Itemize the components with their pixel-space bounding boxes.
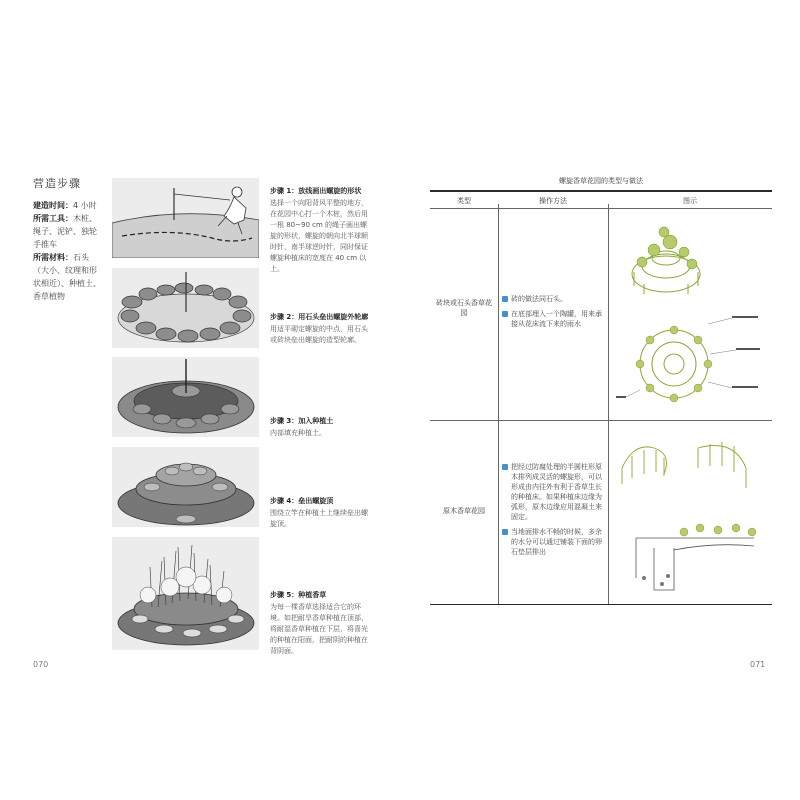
step2-text: [270, 312, 370, 346]
meta-materials: [33, 251, 103, 303]
row2-type: 原木香草花园: [443, 507, 485, 515]
step5-illustration: [112, 537, 259, 650]
materials-meta: [33, 199, 103, 303]
step1-illustration: [112, 178, 259, 258]
header-diagram: 图示: [683, 197, 697, 205]
step2-body: 用适平砌定螺旋的中点，用石头或砖块垒出螺旋的造型轮廓。: [270, 325, 368, 344]
row1-op2: [502, 309, 604, 329]
page-number-right: 071: [750, 660, 766, 669]
step4-illustration: [112, 447, 259, 527]
step4-text: [270, 496, 370, 530]
row2-ops: [502, 462, 604, 562]
step5-heading: 步骤 5：种植香草: [270, 591, 327, 599]
step3-heading: 步骤 3：加入种植土: [270, 417, 334, 425]
row1-op1: [502, 294, 604, 304]
row1-diagram: [614, 214, 768, 414]
step1-body: 选择一个向阳背风平整的地方，在花园中心打一个木桩，然后用一根 80~90 cm 的绳子画出螺旋的形状，螺旋的朝向北半球顺时针，南半球逆时针，同时保证螺旋种植床的宽度在 40 cm 以上。: [270, 199, 368, 273]
row1-op2-text: 在底部埋入一个陶罐，用来承接从花床流下来的雨水: [511, 310, 602, 328]
meta-tools-value: 木桩、绳子、泥铲、独轮手推车: [33, 214, 97, 249]
col-divider-1: [498, 204, 499, 604]
header-type: 类型: [457, 197, 471, 205]
page-number-left: 070: [33, 660, 49, 669]
step1-heading: 步骤 1：放线画出螺旋的形状: [270, 187, 362, 195]
meta-tools-label: 所需工具：: [33, 214, 73, 223]
bullet-icon: [502, 311, 508, 317]
row2-diagram: [614, 428, 768, 600]
meta-materials-label: 所需材料：: [33, 253, 73, 262]
types-table: [430, 190, 772, 605]
meta-materials-value: 石头（大小、纹理和形状相近）、种植土、香草植物: [33, 253, 101, 301]
row1-type: 砖块或石头香草花园: [436, 299, 492, 317]
table-bottom-rule: [430, 604, 772, 605]
step5-body: 为每一棵香草选择适合它的环境。如把耐旱香草种植在顶部，将耐湿香草种植在下层，将喜光的种植在阳面，把耐阴的种植在背阴面。: [270, 603, 368, 655]
bullet-icon: [502, 296, 508, 302]
section-title: 营造步骤: [33, 177, 81, 190]
row1-ops: [502, 294, 604, 334]
step5-text: [270, 590, 370, 657]
row2-op2-text: 当地面排水不畅的时候，多余的水分可以通过铺装下面的卵石垫层排出: [511, 528, 602, 556]
step3-illustration: [112, 357, 259, 437]
header-rule: [430, 208, 772, 209]
step1-text: [270, 186, 370, 275]
step2-heading: 步骤 2：用石头垒出螺旋外轮廓: [270, 313, 369, 321]
bullet-icon: [502, 464, 508, 470]
step2-illustration: [112, 268, 259, 348]
table-title: 螺旋香草花园的类型与做法: [559, 177, 643, 185]
row1-op1-text: 砖的做法同石头。: [511, 295, 567, 303]
col-divider-2: [608, 204, 609, 604]
row2-op1: [502, 462, 604, 522]
step3-body: 内部填充种植土。: [270, 429, 326, 437]
step3-text: [270, 416, 370, 439]
meta-tools: [33, 212, 103, 251]
meta-time-label: 建造时间：: [33, 201, 73, 210]
row-divider: [430, 420, 772, 421]
table-top-rule: [430, 190, 772, 192]
header-method: 操作方法: [539, 197, 567, 205]
row2-op2: [502, 527, 604, 557]
meta-time-value: 4 小时: [73, 201, 97, 210]
row2-op1-text: 把经过防腐处理的半圆柱形原木排列成灵活的螺旋形，可以形成由内往外有利于香草生长的种植床。如果种植床边缘为弧形，原木边缘应用混凝土来固定。: [511, 463, 602, 521]
bullet-icon: [502, 529, 508, 535]
step4-heading: 步骤 4：垒出螺旋顶: [270, 497, 334, 505]
step4-body: 围绕立竿在种植土上继续垒出螺旋顶。: [270, 509, 368, 528]
meta-time: [33, 199, 103, 212]
